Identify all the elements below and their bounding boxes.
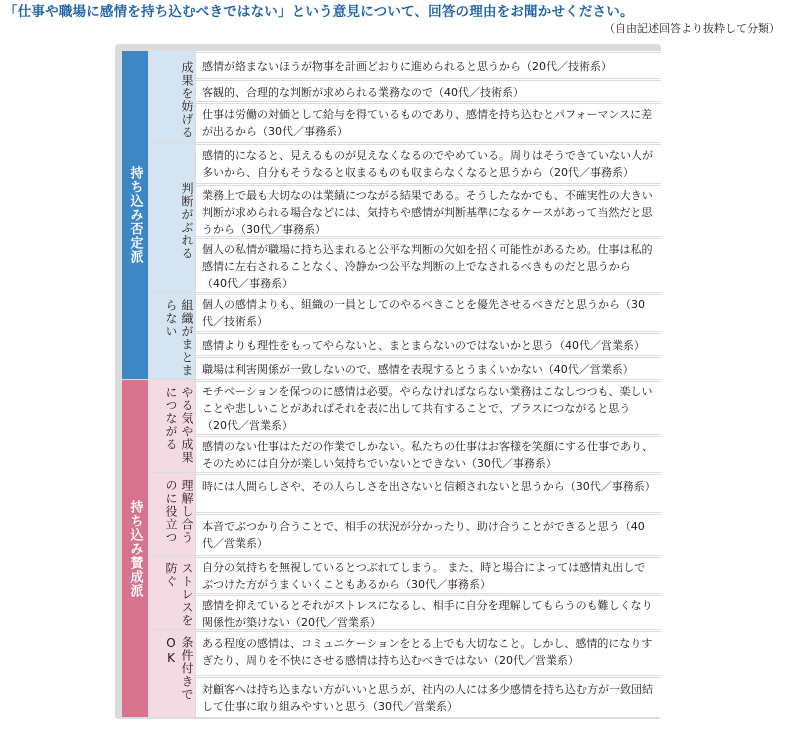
category-label: ストレスを防ぐ	[149, 556, 195, 629]
category-label: 条件付きでOK	[149, 630, 195, 717]
answer-text: 客観的、合理的な判断が求められる業務なので（40代／技術系）	[196, 81, 661, 101]
table-row	[196, 435, 661, 473]
answer-text: 対顧客へは持ち込まない方がいいと思うが、社内の人には多少感情を持ち込む方が一致団結して仕事に取り組みやすいと思う（30代／営業系）	[196, 678, 661, 717]
answer-text: 個人の感情よりも、組織の一員としてのやるべきことを優先させるべきだと思うから（30代／技術系）	[196, 295, 661, 331]
answer-text: ある程度の感情は、コミュニケーションをとる上でも大切なこと。しかし、感情的になりすぎたり、周りを不快にさせる感情は持ち込むべきではない（20代／営業系）	[196, 632, 661, 675]
table-row	[196, 51, 661, 79]
table-row	[196, 79, 661, 102]
table-row	[196, 102, 661, 143]
answer-text: モチベーションを保つのに感情は必要。やらなければならない業務はこなしつつも、楽しいことや悲しいことがあればそれを表に出して共有することで、プラスにつながると思う（20代／営業系）	[196, 382, 661, 434]
table-row	[196, 556, 661, 594]
answer-text: 仕事は労働の対価として給与を得ているものであり、感情を持ち込むとパフォーマンスに差が出るから（30代／事務系）	[196, 104, 661, 142]
answer-text: 感情が絡まないほうが物事を計画どおりに進められると思うから（20代／技術系）	[196, 53, 661, 78]
answer-text: 時には人間らしさや、その人らしさを出さないと信頼されないと思うから（30代／事務系）	[196, 475, 661, 512]
category-label: 理解し合うのに役立つ	[149, 473, 195, 555]
answer-text: 業務上で最も大切なのは業績につながる結果である。そうしたなかでも、不確実性の大きい判断が求められる場合などには、気持ちや感情が判断基準になるケースがあって当然だと思うから（30代／事務系）	[196, 186, 661, 236]
answer-text: 感情的になると、見えるものが見えなくなるのでやめている。周りはそうできていない人が多いから、自分もそうなると収まるものも収まらなくなると思うから（20代／事務系）	[196, 145, 661, 183]
answer-text: 感情のない仕事はただの作業でしかない。私たちの仕事はお客様を笑顔にする仕事であり、そのためには自分が楽しい気持ちでいないとできない（30代／事務系）	[196, 437, 661, 472]
category-label: 成果を妨げる	[149, 51, 195, 142]
table-row	[196, 473, 661, 513]
table-row	[196, 293, 661, 332]
answer-text: 本音でぶつかり合うことで、相手の状況が分かったり、助け合うことができると思う（40代／営業系）	[196, 515, 661, 555]
answer-text: 感情よりも理性をもってやらないと、まとまらないのではないかと思う（40代／営業系）	[196, 334, 661, 355]
table-row	[196, 184, 661, 237]
table-row	[196, 630, 661, 676]
answer-text: 自分の気持ちを無視しているとつぶれてしまう。 また、時と場合によっては感情丸出しでぶつけた方がうまくいくこともあるから（30代／事務系）	[196, 558, 661, 593]
category-label: 判断がぶれる	[149, 143, 195, 292]
table-row	[196, 513, 661, 556]
answer-text: 個人の私情が職場に持ち込まれると公平な判断の欠如を招く可能性があるため。仕事は私的感情に左右されることなく、冷静かつ公平な判断の上でなされるべきものだと思うから（40代／事務系）	[196, 239, 661, 292]
table-row	[196, 237, 661, 293]
category-label: やる気や成果につながる	[149, 380, 195, 472]
category-label: 組織がまとまらない	[149, 293, 195, 379]
answer-text: 感情を抑えているとそれがストレスになるし、相手に自分を理解してもらうのも難しくなり関係性が築けない（20代／営業系）	[196, 596, 661, 629]
group-label-negative: 持ち込み否定派	[122, 51, 148, 379]
table-row	[196, 594, 661, 630]
group-label-positive: 持ち込み賛成派	[122, 380, 148, 717]
table-row	[196, 380, 661, 435]
table-row	[196, 332, 661, 356]
page-title: 「仕事や職場に感情を持ち込むべきではない」という意見について、回答の理由をお聞かせください。	[4, 4, 634, 20]
table-row	[196, 676, 661, 718]
answer-text: 職場は利害関係が一致しないので、感情を表現するとうまくいかない（40代／営業系）	[196, 358, 661, 379]
table-row	[196, 143, 661, 184]
page-subtitle: （自由記述回答より抜粋して分類）	[604, 22, 780, 35]
table-row	[196, 356, 661, 380]
